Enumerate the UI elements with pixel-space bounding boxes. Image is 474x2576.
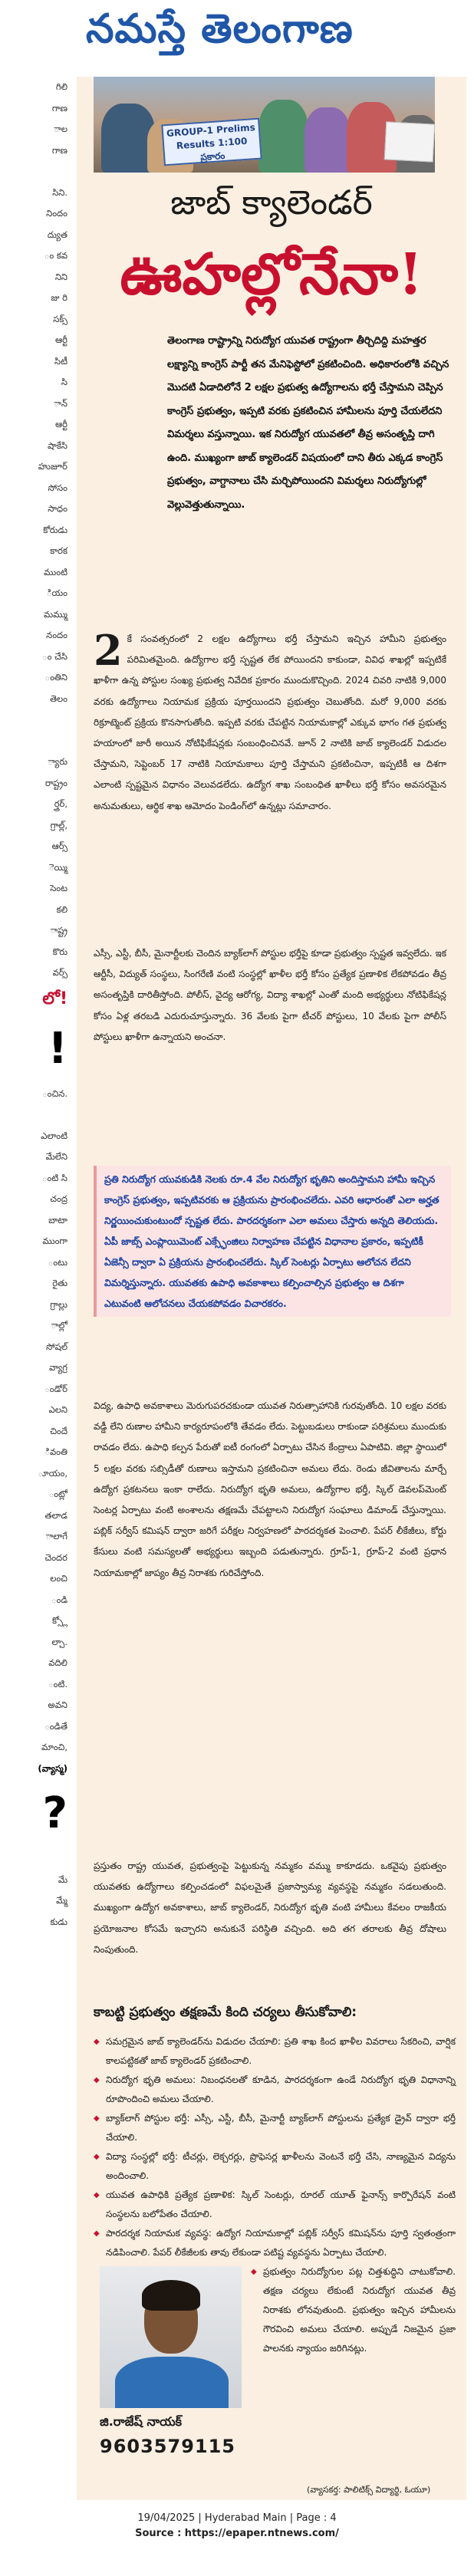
- adjacent-column-line: ద్యుత: [47, 229, 67, 240]
- adjacent-column-line: కోరుడు: [43, 524, 67, 535]
- adjacent-column-line: ంటి.: [48, 1678, 67, 1689]
- protest-sign-2: [384, 121, 435, 162]
- adjacent-column-line: ఎలని: [48, 1404, 67, 1415]
- headline-line-1: జాబ్ క్యాలెండర్: [170, 183, 373, 222]
- body-paragraph-3: విద్య, ఉపాధి అవకాశాలు మెరుగుపరచకుండా యువత నిరుత్సాహానికి గురవుతోంది. 10 లక్షల వరకు వడ్డీ లేని రుణాల హామీని కార్యరూపంలోకి తేవడం లేదు. పెట్టుబడులు రాకుండా పరిశ్రమలు ముందుకు రావడం లేదు. ఉపాధి కల్పన పేరుతో ఐటీ రంగంలో ఏర్పాటు చేసిన కేంద్రాలు ఏపాటివి. జిల్లా స్థాయిలో 5 లక్షల వరకు సబ్సిడీతో రుణాలు ఇస్తామని ప్రకటించినా అమలు లేదు. రెండు జీవితాలను మార్చే ఉద్యోగ ప్రకటనలు ఇంకా రాలేదు. నిరుద్యోగ భృతి అమలు, ఉద్యోగాల భర్తీ, స్కిల్ డెవలప్‌మెంట్ సెంటర్ల ఏర్పాటు వంటి అంశాలను తక్షణమే చేపట్టాలని నిరుద్యోగ సంఘాలు డిమాండ్ చేస్తున్నాయి. పబ్లిక్ సర్వీస్ కమిషన్ ద్వారా జరిగే పరీక్షల నిర్వహణలో పారదర్శకత పెంచాలి. పేపర్ లీకేజీలు, కోర్టు కేసులు వంటి సమస్యలతో అభ్యర్థులు ఇబ్బంది పడుతున్నారు. గ్రూప్-1, గ్రూప్-2 వంటి ప్రధాన నియామకాల్లో జాప్యం తీవ్ర నిరాశకు గురిచేస్తోంది.: [94, 1400, 446, 1578]
- adjacent-column-line: సిటీ: [54, 355, 67, 367]
- action-item: ◆ ప్రభుత్వం నిరుద్యోగుల పట్ల చిత్తశుద్ధిని చాటుకోవాలి. తక్షణ చర్యలు లేకుంటే నిరుద్యోగ యువత తీవ్ర నిరాశకు లోనవుతుంది. ప్రభుత్వం ఇచ్చిన హామీలను గౌరవించి అమలు చేయాలి. అప్పుడే నిజమైన ప్రజా పాలనకు న్యాయం జరిగినట్లు.: [251, 2262, 456, 2358]
- pull-quote: ప్రతి నిరుద్యోగ యువకుడికి నెలకు రూ.4 వేల నిరుద్యోగ భృతిని అందిస్తామని హామీ ఇచ్చిన కాంగ్రెస్ ప్రభుత్వం, ఇప్పటివరకు ఆ ప్రక్రియను ప్రారంభించలేదు. ఎవరి ఆధారంతో ఎలా అర్హత నిర్ణయించుకుంటుందో స్పష్టత లేదు. పారదర్శకంగా ఎలా అమలు చేస్తారు అన్నది తెలియదు. ఏపీ జాబ్స్ ఎంప్లాయిమెంట్ ఎక్స్ఛేంజిలు నిర్వాహణ చేపట్టిన విధానాల ప్రకారం, ఇప్పటికీ ఏజెన్సీ ద్వారా ఏ ప్రక్రియను ప్రారంభించలేదు. స్కిల్ సెంటర్లు ఏర్పాటు ఆలోచన లేదని విమర్శిస్తున్నారు. యువతకు ఉపాధి అవకాశాలు కల్పించాల్సిన ప్రభుత్వం ఆ దిశగా ఎటువంటి ఆలోచనలు చేయకపోవడం విచారకరం.: [94, 1166, 451, 1317]
- adjacent-column-line: గిలి: [55, 81, 67, 92]
- adjacent-column-line: సాధం: [48, 503, 67, 514]
- body-paragraph-4: ప్రస్తుతం రాష్ట్ర యువత, ప్రభుత్వంపై పెట్టుకున్న నమ్మకం వమ్ము కాకూడదు. ఒకవైపు ప్రభుత్వం యువతకు ఉద్యోగాలు కల్పించడంలో విఫలమైతే ప్రజాస్వామ్య వ్యవస్థపై నమ్మకం సడలుతుంది. ముఖ్యంగా ఉద్యోగ అవకాశాలు, జాబ్ క్యాలెండర్, నిరుద్యోగ భృతి వంటి హామీలు కేవలం రాజకీయ ప్రయోజనాల కోసమే ఇచ్చారని అనుకునే పరిస్థితి వచ్చింది. అది తగ తరాలకు తీవ్ర దోషాలు నింపుతుంది.: [94, 1860, 446, 1955]
- adjacent-column-line: ఆర్టీ: [55, 334, 67, 345]
- adjacent-column-line: సోషల్: [46, 1341, 67, 1352]
- protest-photo: [94, 77, 435, 173]
- adjacent-column-line: నిందం: [46, 208, 67, 219]
- adjacent-column-line: ర్త్రర్,: [54, 798, 67, 809]
- adjacent-column-line: హుజూర్: [38, 461, 67, 472]
- adjacent-column-line: ాన్: [54, 397, 67, 409]
- adjacent-column-line: మే: [58, 1874, 67, 1885]
- adjacent-column-line: మమ్ము: [43, 608, 67, 620]
- body-paragraph-1: 2 కే సంవత్సరంలో 2 లక్షల ఉద్యోగాలు భర్తీ చేస్తామని ఇచ్చిన హామీని ప్రభుత్వం పరిమితమైంది. ఉద్యోగాల భర్తీ స్పష్టత లేక పోయిందని కాకుండా, వివిధ శాఖల్లో ఇప్పటికే ఖాళీగా ఉన్న పోస్టుల సంఖ్య ప్రభుత్వ నివేదిక ప్రకారం ముందుకొచ్చింది. 2024 చివరి నాటికి 9,000 వరకు ఉద్యోగాలు నియామక ప్రక్రియ పూర్తయిందని ప్రభుత్వం చెబుతోంది. మరో 9,000 వరకు రిక్రూట్మెంట్ ప్రక్రియ కొనసాగుతోంది. ఇప్పటి వరకు చేపట్టిన నియామకాల్లో ఎక్కువ భాగం గత ప్రభుత్వ హయాంలో జారీ అయిన నోటిఫికేషన్లకు సంబంధించినవే. జూన్ 2 నాటికి జాబ్ క్యాలెండర్ విడుదల చేస్తామని, సెప్టెంబర్ 17 నాటికి నియామకాలు పూర్తి చేస్తామని ప్రకటించినా, ఇప్పటికీ ఆ దిశగా ఎలాంటి స్పష్టమైన విధానం వెలువడలేదు. ఉద్యోగ శాఖ సంబంధిత ఖాళీలు భర్తీ కోసం అవసరమైన అనుమతులు, ఆర్థిక శాఖ ఆమోదం పెండింగ్‌లో ఉన్నట్లు సమాచారం.: [94, 626, 446, 811]
- adjacent-column-line: తెలం: [50, 693, 67, 704]
- headline-line-2: ఊహల్లోనేనా!: [120, 242, 423, 308]
- adjacent-column-line: రాష్ట్రం: [44, 777, 67, 788]
- adjacent-column-line: ఎలాంటి: [41, 1130, 67, 1141]
- masthead-title: నమస్తే తెలంగాణ: [86, 5, 354, 52]
- adjacent-column-alert: లో!: [42, 989, 67, 1008]
- adjacent-column-line: ంటు: [48, 1256, 67, 1268]
- adjacent-column-line: ంచిన.: [41, 1087, 67, 1099]
- adjacent-column-line: నందం: [46, 630, 67, 640]
- adjacent-column-line: గాణ: [51, 144, 67, 156]
- adjacent-column-line: ఆర్స్: [51, 841, 67, 851]
- article: [77, 77, 466, 2500]
- adjacent-column-line: వర్స్: [52, 967, 67, 978]
- adjacent-column-line: ంట్లో: [48, 1489, 67, 1499]
- adjacent-column-line: ల్చా.: [51, 1636, 67, 1647]
- adjacent-column-line: ాలాగే: [45, 1531, 67, 1541]
- adjacent-column-line: జు రి: [51, 292, 67, 303]
- action-item: ◆ యువత ఉపాధికి ప్రత్యేక ప్రణాళిక: స్కిల్ సెంటర్లు, రూరల్ యూత్ ఫైనాన్స్ కార్పొరేషన్ వంటి సంస్థలను బలోపేతం చేయాలి.: [94, 2186, 456, 2224]
- adjacent-column-line: ఆర్టీ: [55, 419, 67, 429]
- adjacent-column-line: ాల: [54, 123, 67, 134]
- adjacent-column-line: కారక: [50, 545, 67, 556]
- adjacent-column-line: మ్మే: [56, 1895, 67, 1906]
- adjacent-column: [0, 77, 71, 2492]
- action-item: ◆ బ్యాక్‌లాగ్ పోస్టుల భర్తీ: ఎస్సీ, ఎస్టీ, బీసీ, మైనార్టీ బ్యాక్‌లాగ్ పోస్టులను ప్రత్యేక డ్రైవ్ ద్వారా భర్తీ చేయాలి.: [94, 2109, 456, 2147]
- adjacent-column-line: మాంచి,: [41, 1742, 67, 1752]
- adjacent-column-line: ముంగా: [42, 1235, 67, 1246]
- action-item: ◆ సమగ్రమైన జాబ్ క్యాలెండర్‌ను విడుదల చేయాలి: ప్రతి శాఖ కింద ఖాళీల వివరాలు సేకరించి, వార్షిక కాలపట్టికతో జాబ్ క్యాలెండర్ ప్రకటించాలి.: [94, 2032, 456, 2071]
- body-paragraph-2: ఎస్సీ, ఎస్టీ, బీసీ, మైనార్టీలకు చెందిన బ్యాక్‌లాగ్ పోస్టుల భర్తీపై కూడా ప్రభుత్వం స్పష్టత ఇవ్వలేదు. ఇక ఆర్టీసీ, విద్యుత్ సంస్థలు, సింగరేణి వంటి సంస్థల్లో ఖాళీల భర్తీ కోసం ప్రత్యేక ప్రణాళిక లేకపోవడం తీవ్ర అసంతృప్తికి దారితీస్తోంది. పోలీస్, వైద్య ఆరోగ్య, విద్యా శాఖల్లో ఎంతో మంది అభ్యర్థులు నోటిఫికేషన్ల కోసం ఏళ్ల తరబడి ఎదురుచూస్తున్నారు. 36 వేలకు పైగా టీచర్ పోస్టులు, 10 వేలకు పైగా పోలీస్ పోస్టులు ఖాళీగా ఉన్నాయని అంచనా.: [94, 948, 446, 1042]
- adjacent-column-line: ం చేసి: [42, 650, 67, 662]
- adjacent-column-line: బాటా: [48, 1214, 67, 1225]
- adjacent-column-line: ెయ్మి: [48, 861, 67, 873]
- adjacent-column-line: గ్రాల్ల్,: [50, 819, 67, 831]
- adjacent-column-line: ంతిని: [44, 672, 67, 683]
- action-item: ◆ నిరుద్యోగ భృతి అమలు: నిబంధనలతో కూడిన, పారదర్శకంగా ఉండే నిరుద్యోగ భృతి విధానాన్ని రూపొందించి అమలు చేయాలి.: [94, 2071, 456, 2109]
- adjacent-column-line: అవని: [48, 1699, 67, 1710]
- adjacent-column-exclamation: !: [48, 1023, 67, 1074]
- adjacent-column-line: గ్రాల్లు: [50, 1298, 67, 1310]
- protest-sign: GROUP-1 Prelims Results 1:100 ప్రకారం: [161, 118, 262, 166]
- adjacent-column-line: వదిలి: [48, 1657, 67, 1668]
- adjacent-column-line: [0, 161, 71, 183]
- adjacent-column-line: ం కవ: [44, 250, 67, 261]
- adjacent-column-line: కుడు: [50, 1916, 67, 1927]
- adjacent-column-line: క్స్లో: [52, 1615, 67, 1626]
- author-note: (వ్యాసకర్త: పాలిటిక్స్ విద్యార్థి, ఓయూ): [307, 2485, 431, 2495]
- adjacent-column-line: ాష్ట్ర: [50, 925, 67, 936]
- lead-paragraph: తెలంగాణ రాష్ట్రాన్ని నిరుద్యోగ యువత రాష్ట్రంగా తీర్చిదిద్ది మహత్తర లక్ష్యాన్ని కాంగ్రెస్ పార్టీ తన మేనిఫెస్టోలో ప్రకటించింది. అధికారంలోకి వచ్చిన మొదటి ఏడాదిలోనే 2 లక్షల ప్రభుత్వ ఉద్యోగాలను భర్తీ చేస్తామని చెప్పిన కాంగ్రెస్ ప్రభుత్వం, ఇప్పటి వరకు ప్రకటించిన హామీలను పూర్తి చేయలేదని విమర్శలు వస్తున్నాయి. ఇక నిరుద్యోగ యువతలో తీవ్ర అసంతృప్తి దాగి ఉంది. ముఖ్యంగా జాబ్ క్యాలెండర్ విషయంలో దాని తీరు ఎక్కడ కాంగ్రెస్ ప్రభుత్వం, వాగ్దానాలు చేసి మర్చిపోయిందని విమర్శలు నిరుద్యోగుల్లో వెల్లువెత్తుతున్నాయి.: [167, 335, 449, 511]
- adjacent-column-line: కలి: [56, 903, 67, 915]
- author-phone: 9603579115: [100, 2436, 235, 2457]
- adjacent-column-text-3: [0, 1848, 71, 1933]
- adjacent-column-line: రైతు: [52, 1278, 67, 1288]
- adjacent-column-question: ?: [42, 1788, 67, 1838]
- adjacent-column-line: ియం: [46, 587, 67, 598]
- adjacent-column-line: సక్స్: [53, 313, 67, 324]
- adjacent-column-line: తలాడ: [44, 1509, 67, 1521]
- adjacent-column-line: [0, 709, 71, 731]
- adjacent-column-line: ాల్లో: [51, 1320, 67, 1331]
- adjacent-column-line: ివంతి: [44, 1446, 67, 1457]
- adjacent-column-line: ంటి సి: [41, 1172, 67, 1183]
- adjacent-column-line: [0, 1104, 71, 1126]
- adjacent-column-line: చంద్ర: [50, 1193, 67, 1204]
- action-item: ◆ పారదర్శక నియామక వ్యవస్థ: ఉద్యోగ నియామకాల్లో పబ్లిక్ సర్వీస్ కమిషన్‌ను పూర్తి స్వతంత్రంగా నడిపించాలి. పేపర్ లీకేజీలకు తావు లేకుండా పటిష్ట వ్యవస్థను ఏర్పాటు చేయాలి.: [94, 2224, 456, 2262]
- footer-source: Source : https://epaper.ntnews.com/: [135, 2528, 339, 2539]
- adjacent-column-line: ్యారు: [48, 756, 67, 767]
- adjacent-column-line: ండి: [51, 1594, 67, 1605]
- adjacent-column-line: సెంట: [50, 883, 67, 893]
- adjacent-column-line: సిని.: [52, 186, 67, 198]
- adjacent-column-signature: (వ్యాస్మ): [38, 1762, 67, 1774]
- adjacent-column-line: ముంటి: [44, 566, 67, 577]
- adjacent-column-line: గాణ: [51, 102, 67, 114]
- drop-cap: 2: [94, 626, 123, 675]
- adjacent-column-line: నిని: [54, 271, 67, 282]
- adjacent-column-line: చిందే: [50, 1425, 67, 1436]
- adjacent-column-line: చెందర: [44, 1551, 67, 1563]
- adjacent-column-line: వ్యాగ్ర: [48, 1362, 67, 1373]
- adjacent-column-line: సోసం: [48, 482, 67, 493]
- adjacent-column-line: ండితే: [44, 1720, 67, 1732]
- adjacent-column-line: లంచి: [50, 1573, 67, 1584]
- adjacent-column-line: సి: [61, 377, 67, 387]
- adjacent-column-line: [0, 1848, 71, 1870]
- adjacent-column-line: ూయం,: [38, 1467, 67, 1479]
- adjacent-column-line: షాకేసి: [47, 439, 67, 451]
- adjacent-column-line: ండోర్: [44, 1383, 67, 1394]
- action-item: ◆ విద్యా సంస్థల్లో భర్తీ: టీచర్లు, లెక్చరర్లు, ప్రొఫెసర్ల ఖాళీలను వెంటనే భర్తీ చేసి, నాణ్యమైన విద్యను అందించాలి.: [94, 2147, 456, 2186]
- author-name: జి.రాజేష్ నాయక్: [100, 2414, 182, 2429]
- adjacent-column-line: కొరు: [52, 946, 67, 957]
- adjacent-column-text: [0, 77, 71, 984]
- adjacent-column-line: [0, 731, 71, 752]
- actions-subheading: కాబట్టి ప్రభుత్వం తక్షణమే కింది చర్యలు తీసుకోవాలి:: [94, 2005, 357, 2020]
- author-photo: [100, 2266, 242, 2408]
- adjacent-column-line: మేలేని: [45, 1151, 67, 1162]
- footer-edition: 19/04/2025 | Hyderabad Main | Page : 4: [137, 2512, 337, 2524]
- adjacent-column-text-2: [0, 1084, 71, 1758]
